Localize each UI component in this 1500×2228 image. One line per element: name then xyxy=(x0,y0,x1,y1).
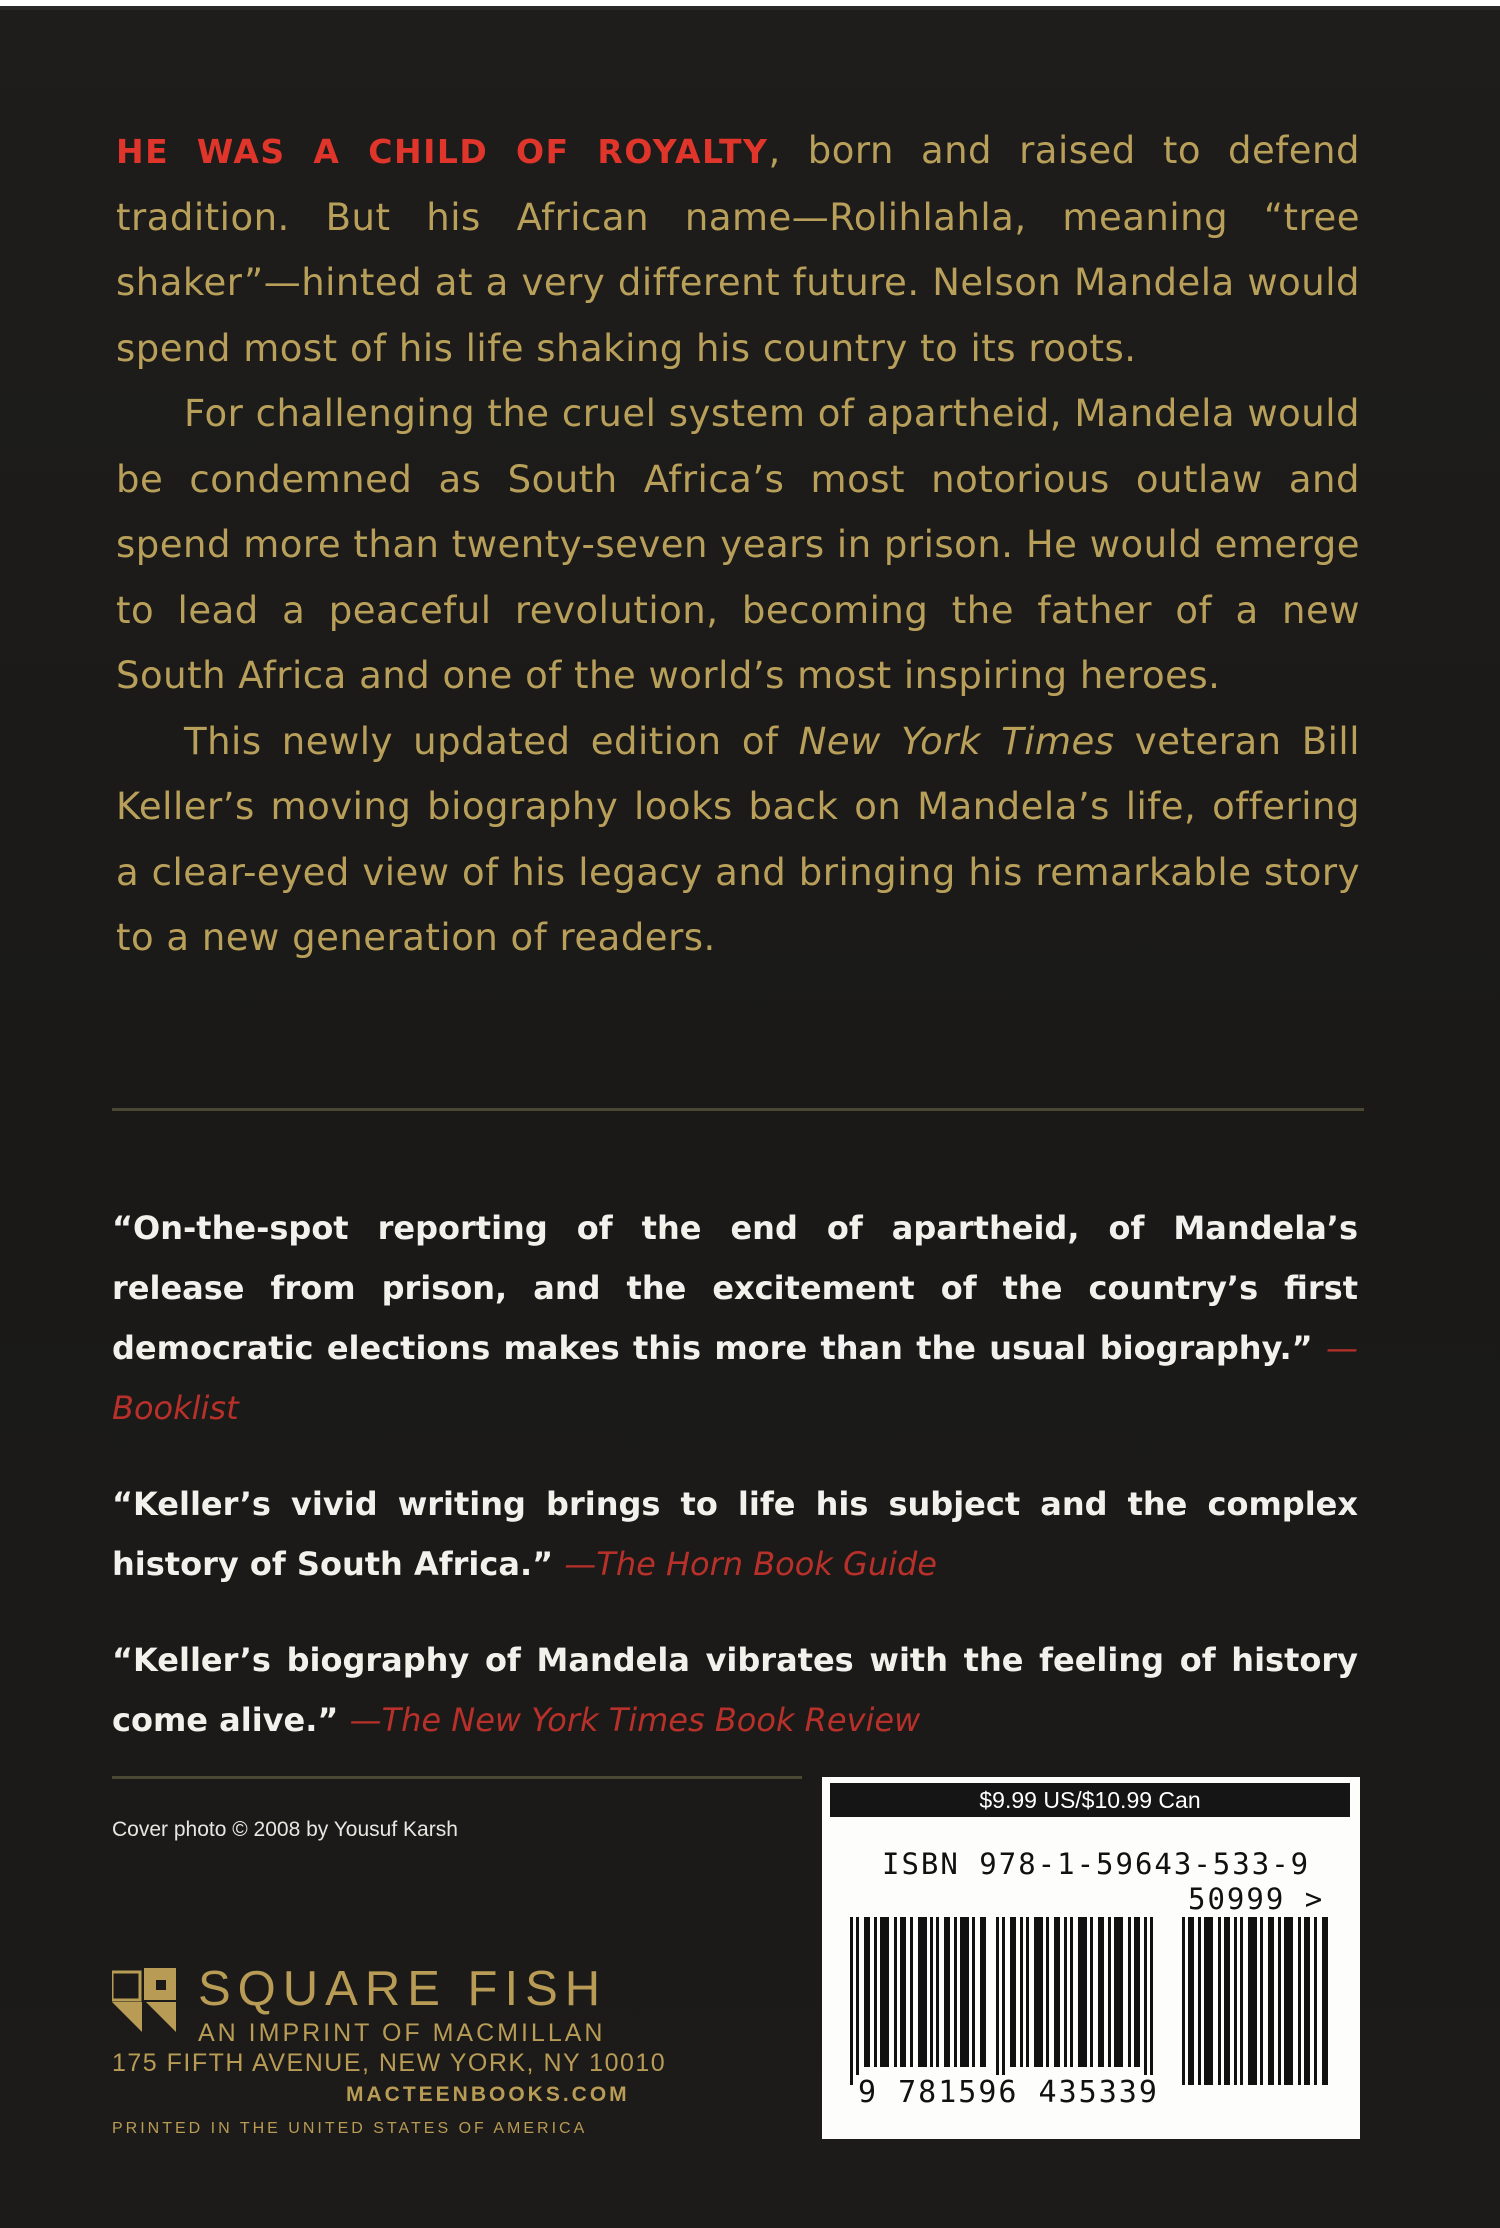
quote-source: —Booklist xyxy=(112,1329,1359,1427)
blurb-paragraph-2: For challenging the cruel system of apartheid, Mandela would be condemned as South Africa’s most notorious outlaw and spend more than twenty-seven years in prison. He would emerge to lead a peaceful revolution, becoming the father of a new South Africa and one of the world’s most inspiring heroes. xyxy=(116,392,1360,697)
isbn-number: ISBN 978-1-59643-533-9 xyxy=(882,1847,1311,1881)
blurb-p3-italic: New York Times xyxy=(798,719,1115,763)
publisher-name: SQUARE FISH xyxy=(198,1962,608,2016)
review-quote xyxy=(112,1630,1358,1750)
scan-edge xyxy=(0,0,1500,10)
publisher-imprint: AN IMPRINT OF MACMILLAN xyxy=(198,2019,606,2047)
isbn-barcode-icon xyxy=(850,1917,1166,2085)
blurb-paragraph-3 xyxy=(116,709,1360,971)
square-fish-logo-icon xyxy=(112,1968,176,2032)
price-label: $9.99 US/$10.99 Can xyxy=(830,1783,1350,1817)
blurb-p1-text: , born and raised to defend tradition. But his African name—Rolihlahla, meaning “tree shaker”—hinted at a very different future. Nelson Mandela would spend most of his life shaking his country to its roots. xyxy=(116,129,1360,370)
blurb-paragraph-1 xyxy=(116,118,1360,381)
publisher-website: MACTEENBOOKS.COM xyxy=(346,2083,630,2106)
divider-rule xyxy=(112,1108,1364,1111)
ean-number: 9 781596 435339 xyxy=(858,2075,1159,2110)
printed-in-notice: PRINTED IN THE UNITED STATES OF AMERICA xyxy=(112,2120,588,2137)
quote-text: “Keller’s vivid writing brings to life his subject and the complex history of South Africa.” xyxy=(112,1485,1358,1583)
barcode-panel xyxy=(822,1777,1360,2139)
price-code: 50999 > xyxy=(1188,1882,1325,1916)
blurb-p3-end: veteran Bill Keller’s moving biography looks back on Mandela’s life, offering a clear-eyed view of his legacy and bringing his remarkable story to a new generation of readers. xyxy=(116,719,1360,959)
publisher-address: 175 FIFTH AVENUE, NEW YORK, NY 10010 xyxy=(112,2049,667,2077)
quote-text: “Keller’s biography of Mandela vibrates with the feeling of history come alive.” xyxy=(112,1641,1358,1739)
quote-source: —The New York Times Book Review xyxy=(349,1701,921,1739)
quote-text: “On-the-spot reporting of the end of apartheid, of Mandela’s release from prison, and the excitement of the country’s first democratic elections makes this more than the usual biography.” xyxy=(112,1209,1358,1367)
review-quote xyxy=(112,1198,1358,1438)
quote-source: —The Horn Book Guide xyxy=(564,1545,937,1583)
cover-blurb xyxy=(116,118,1360,971)
divider-rule-short xyxy=(112,1776,802,1779)
blurb-p3-start: This newly updated edition of xyxy=(184,719,799,763)
photo-credit: Cover photo © 2008 by Yousuf Karsh xyxy=(112,1818,458,1841)
review-quote xyxy=(112,1474,1358,1594)
blurb-lead-caps: HE WAS A CHILD OF ROYALTY xyxy=(116,132,769,171)
review-quotes xyxy=(112,1198,1358,1786)
price-barcode-icon xyxy=(1182,1917,1332,2085)
